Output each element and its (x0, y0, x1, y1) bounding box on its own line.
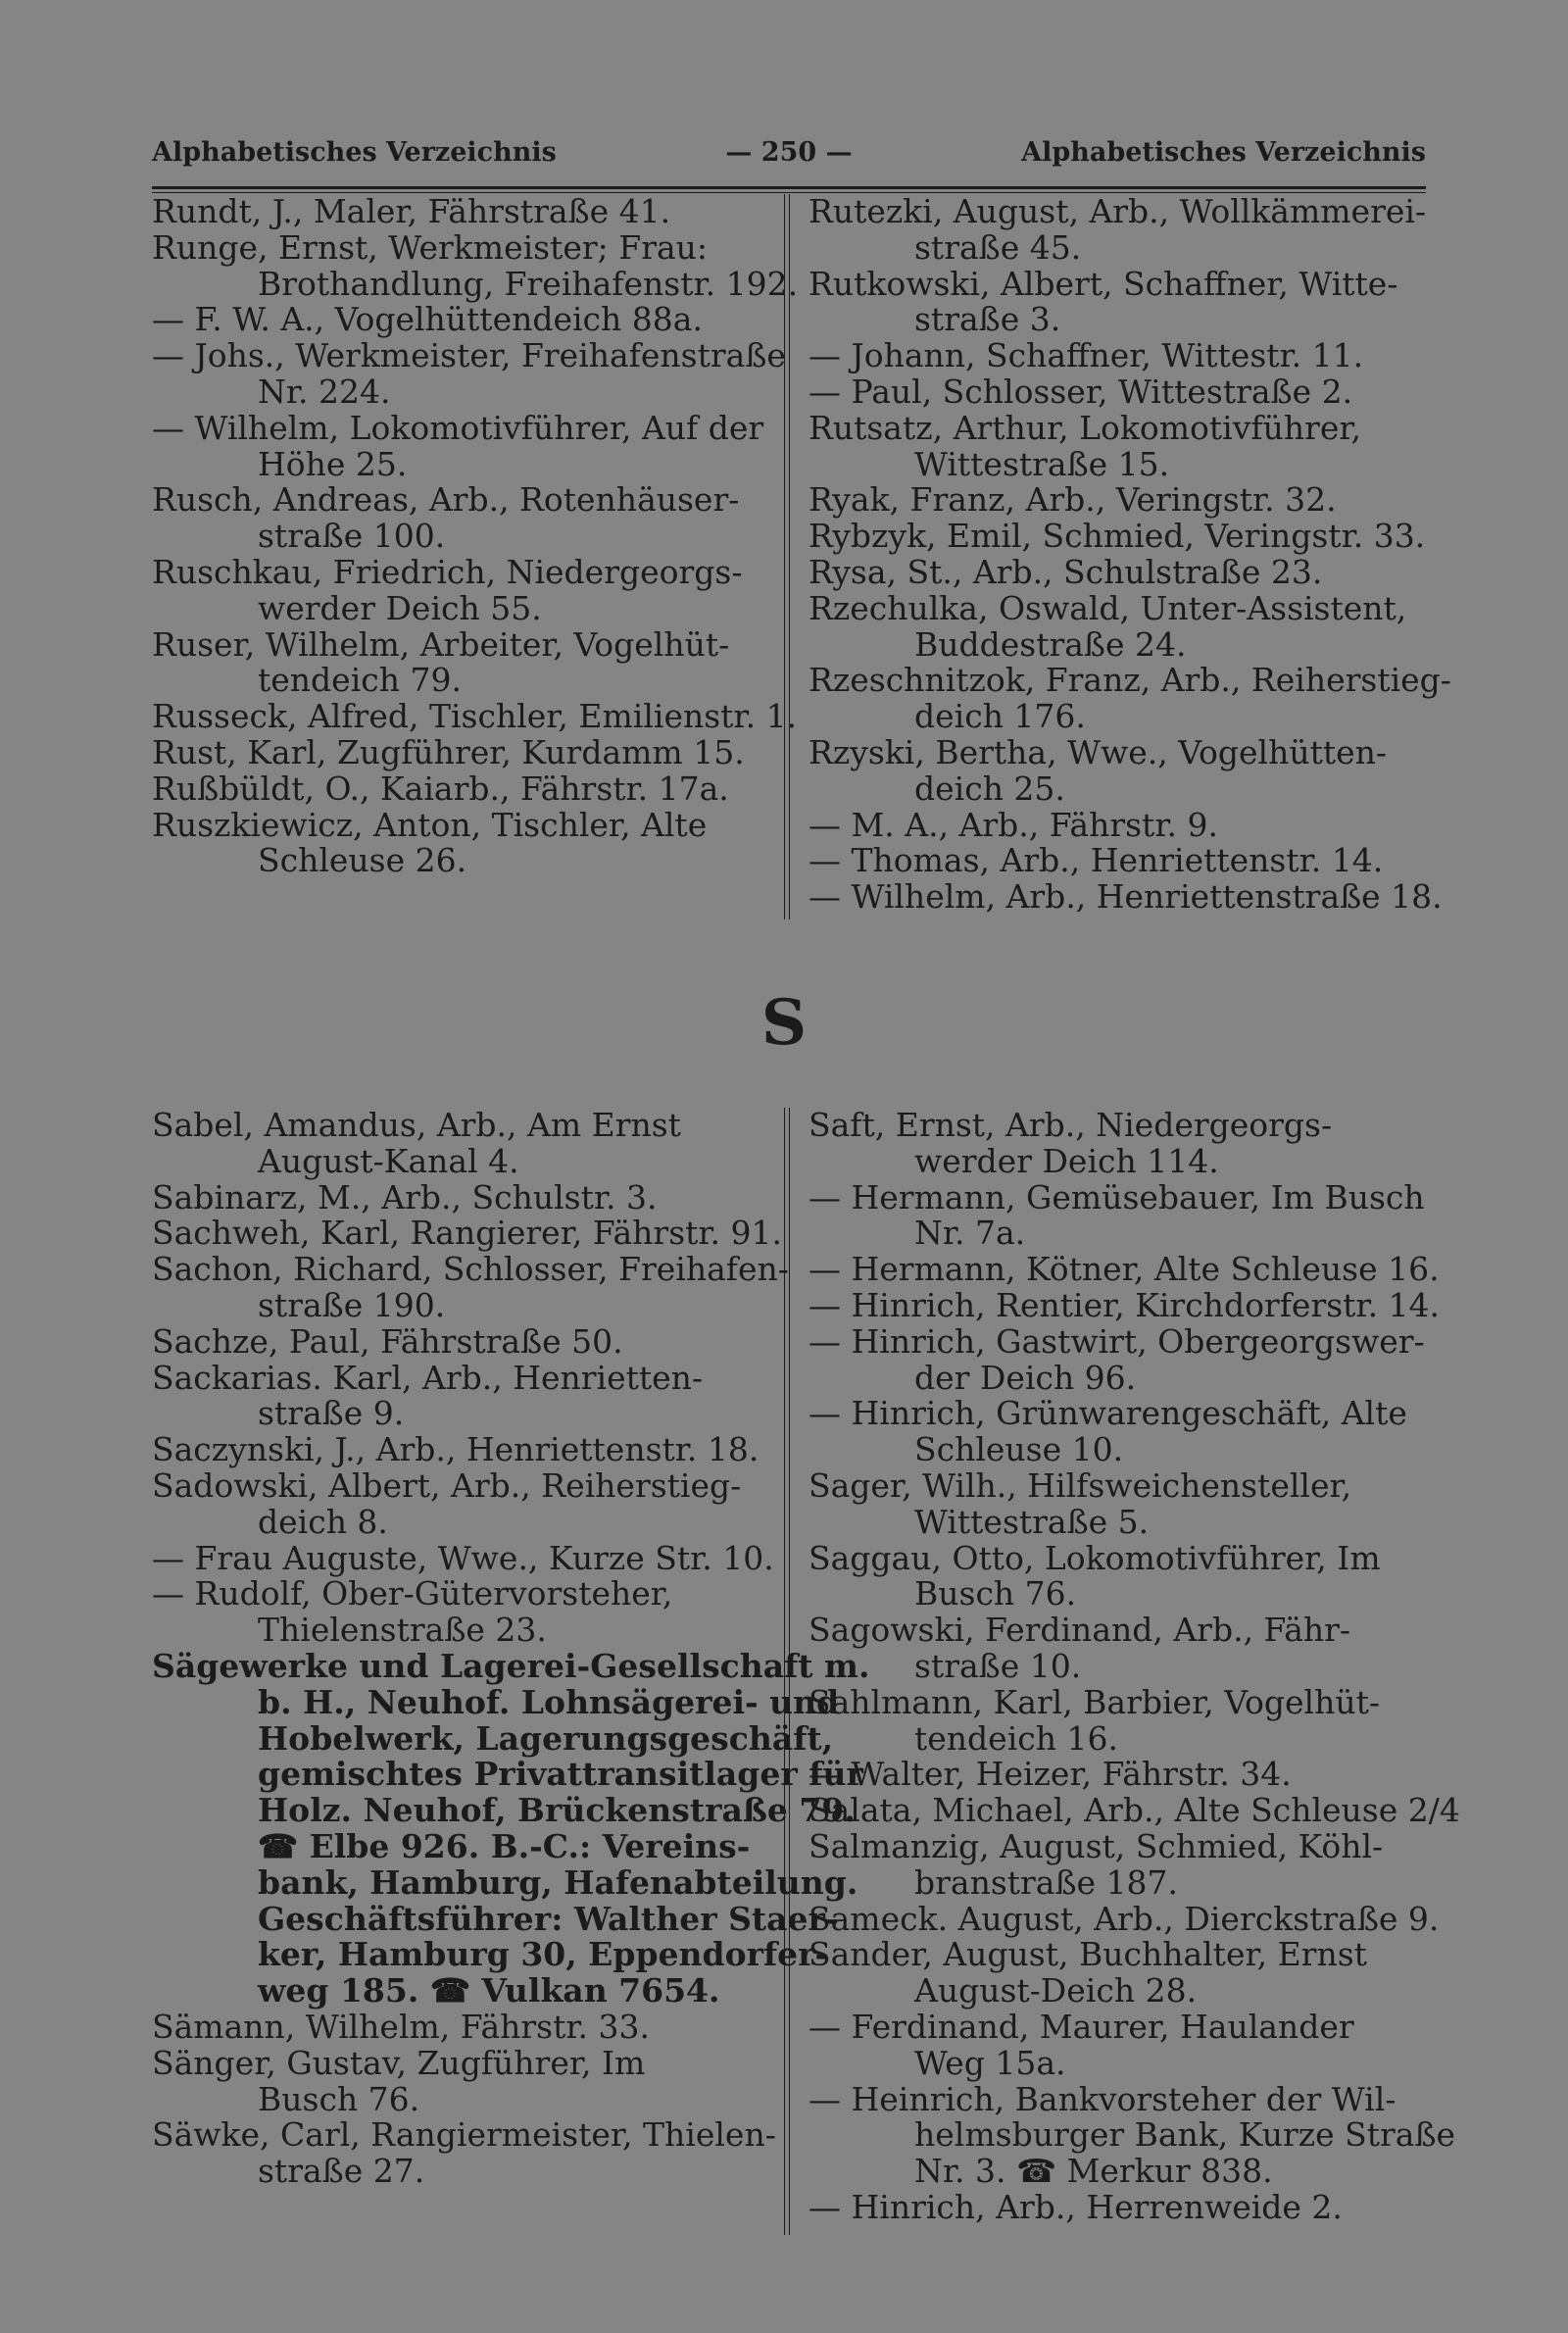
entry-line: b. H., Neuhof. Lohnsägerei- und (258, 1682, 840, 1721)
directory-entry (808, 1396, 1460, 1468)
directory-entry (808, 1757, 1460, 1793)
running-header (152, 137, 1426, 176)
directory-entry (808, 1252, 1460, 1288)
entry-line: — Ferdinand, Maurer, Haulander (808, 2007, 1354, 2046)
entry-line: Schleuse 26. (258, 841, 467, 880)
directory-entry (808, 194, 1451, 267)
directory-entry (808, 879, 1451, 916)
entry-line: Buddestraße 24. (914, 624, 1187, 664)
directory-entry (152, 1432, 869, 1468)
entry-line: Sackarias. Karl, Arb., Henrietten- (152, 1358, 704, 1397)
entry-line: Rußbüldt, O., Kaiarb., Fährstr. 17a. (152, 769, 729, 808)
entry-line: Sager, Wilh., Hilfsweichensteller, (808, 1465, 1352, 1505)
column-top-left (152, 194, 798, 879)
entry-line: Salmanzig, August, Schmied, Köhl- (808, 1826, 1384, 1865)
directory-entry (808, 338, 1451, 374)
entry-line: Sahlmann, Karl, Barbier, Vogelhüt- (808, 1682, 1381, 1721)
entry-line: Sander, August, Buchhalter, Ernst (808, 1935, 1367, 1974)
entry-line: deich 176. (914, 697, 1086, 736)
entry-line: Ruszkiewicz, Anton, Tischler, Alte (152, 805, 708, 844)
directory-entry (152, 624, 798, 700)
entry-line: Busch 76. (258, 2079, 420, 2118)
entry-line: Rutkowski, Albert, Schaffner, Witte- (808, 264, 1398, 303)
entry-line: August-Kanal 4. (258, 1141, 519, 1180)
directory-entry (152, 1465, 869, 1541)
entry-line: Höhe 25. (258, 444, 408, 483)
directory-entry (808, 2187, 1460, 2226)
directory-entry (152, 771, 798, 808)
entry-line: Sagowski, Ferdinand, Arb., Fähr- (808, 1611, 1351, 1650)
entry-line: ☎ Elbe 926. B.-C.: Vereins- (258, 1826, 751, 1865)
directory-entry (808, 1285, 1460, 1324)
entry-line: deich 25. (914, 769, 1065, 808)
directory-entry (808, 805, 1451, 844)
directory-entry (808, 663, 1451, 735)
directory-entry (152, 227, 799, 303)
directory-entry (152, 1538, 869, 1577)
entry-line: Wittestraße 15. (914, 444, 1170, 483)
directory-entry (808, 519, 1451, 555)
entry-line: Rzechulka, Oswald, Unter-Assistent, (808, 588, 1407, 627)
entry-line: Brothandlung, Freihafenstr. 192. (258, 264, 799, 303)
directory-entry (808, 408, 1451, 483)
entry-line: Rzyski, Bertha, Wwe., Vogelhütten- (808, 732, 1388, 771)
entry-line: — Thomas, Arb., Henriettenstr. 14. (808, 841, 1384, 880)
directory-entry (808, 1465, 1460, 1541)
entry-line: straße 190. (258, 1285, 446, 1324)
entry-line: Sägewerke und Lagerei-Gesellschaft m. (152, 1646, 870, 1685)
section-letter: S (760, 986, 808, 1060)
directory-entry (808, 1177, 1460, 1253)
entry-line: Sämann, Wilhelm, Fährstr. 33. (152, 2007, 650, 2046)
directory-entry (152, 1576, 869, 1649)
entry-line: straße 3. (914, 300, 1061, 339)
directory-entry (152, 408, 798, 483)
entry-line: Saczynski, J., Arb., Henriettenstr. 18. (152, 1430, 760, 1469)
entry-line: Saft, Ernst, Arb., Niedergeorgs- (808, 1106, 1333, 1144)
directory-entry (808, 1793, 1460, 1829)
directory-entry (808, 843, 1451, 879)
entry-line: — Wilhelm, Lokomotivführer, Auf der (152, 408, 764, 447)
directory-entry (152, 2043, 869, 2118)
entry-line: Holz. Neuhof, Brückenstraße 79. (258, 1791, 856, 1830)
directory-entry (808, 374, 1451, 411)
entry-line: straße 10. (914, 1646, 1082, 1685)
directory-entry (152, 1108, 869, 1180)
page-number: — 250 — (725, 137, 853, 168)
directory-entry (152, 1646, 870, 2010)
entry-line: Sachon, Richard, Schlosser, Freihafen- (152, 1250, 789, 1289)
entry-line: Nr. 7a. (914, 1214, 1026, 1253)
entry-line: Rutsatz, Arthur, Lokomotivführer, (808, 408, 1362, 447)
entry-line: — M. A., Arb., Fährstr. 9. (808, 805, 1218, 844)
entry-line: — Hinrich, Rentier, Kirchdorferstr. 14. (808, 1285, 1441, 1324)
entry-line: Geschäftsführer: Walther Staer- (258, 1899, 839, 1938)
entry-line: tendeich 79. (258, 661, 462, 700)
entry-line: — Hinrich, Gastwirt, Obergeorgswer- (808, 1321, 1425, 1361)
directory-entry (808, 1613, 1460, 1685)
entry-line: Rzeschnitzok, Franz, Arb., Reiherstieg- (808, 661, 1451, 700)
entry-line: Salata, Michael, Arb., Alte Schleuse 2/4 (808, 1791, 1460, 1830)
directory-entry (808, 2007, 1460, 2082)
directory-entry (808, 732, 1451, 808)
entry-line: Rundt, J., Maler, Fährstraße 41. (152, 192, 671, 230)
entry-line: Busch 76. (914, 1574, 1077, 1613)
directory-entry (152, 1321, 869, 1361)
entry-line: Rusch, Andreas, Arb., Rotenhäuser- (152, 480, 740, 520)
entry-line: Sameck. August, Arb., Dierckstraße 9. (808, 1899, 1440, 1938)
entry-line: Sadowski, Albert, Arb., Reiherstieg- (152, 1465, 742, 1505)
directory-entry (808, 1899, 1460, 1938)
directory-entry (152, 1252, 869, 1324)
entry-line: — Hinrich, Arb., Herrenweide 2. (808, 2187, 1343, 2226)
header-right-title: Alphabetisches Verzeichnis (1021, 137, 1426, 168)
directory-entry (152, 2117, 869, 2190)
directory-entry (808, 1321, 1460, 1397)
directory-entry (152, 552, 798, 627)
entry-line: deich 8. (258, 1502, 388, 1541)
directory-entry (808, 1826, 1460, 1902)
entry-line: ker, Hamburg 30, Eppendorfer- (258, 1935, 829, 1974)
entry-line: — Walter, Heizer, Fährstr. 34. (808, 1755, 1292, 1794)
entry-line: straße 45. (914, 227, 1082, 267)
entry-line: Rysa, St., Arb., Schulstraße 23. (808, 552, 1323, 591)
entry-line: werder Deich 114. (914, 1141, 1219, 1180)
directory-entry (152, 1358, 869, 1433)
directory-entry (152, 194, 798, 230)
directory-entry (152, 805, 798, 880)
directory-entry (808, 2079, 1460, 2191)
directory-entry (152, 338, 798, 411)
entry-line: tendeich 16. (914, 1718, 1118, 1758)
entry-line: Thielenstraße 23. (258, 1611, 547, 1650)
entry-line: der Deich 96. (914, 1358, 1137, 1397)
entry-line: Runge, Ernst, Werkmeister; Frau: (152, 227, 709, 267)
entry-line: straße 100. (258, 517, 446, 556)
entry-line: — Johs., Werkmeister, Freihafenstraße (152, 336, 786, 375)
directory-entry (152, 732, 798, 771)
entry-line: — Paul, Schlosser, Wittestraße 2. (808, 372, 1353, 411)
entry-line: Sabinarz, M., Arb., Schulstr. 3. (152, 1177, 658, 1216)
directory-entry (152, 302, 798, 338)
entry-line: helmsburger Bank, Kurze Straße (914, 2115, 1456, 2155)
entry-line: Ruser, Wilhelm, Arbeiter, Vogelhüt- (152, 624, 730, 664)
column-bottom-left (152, 1108, 869, 2190)
entry-line: Säwke, Carl, Rangiermeister, Thielen- (152, 2115, 776, 2155)
directory-entry (808, 482, 1451, 519)
entry-line: Ryak, Franz, Arb., Veringstr. 32. (808, 480, 1337, 520)
entry-line: gemischtes Privattransitlager für (258, 1755, 863, 1794)
directory-entry (152, 1177, 869, 1216)
directory-entry (808, 1538, 1460, 1613)
entry-line: branstraße 187. (914, 1862, 1179, 1902)
entry-line: — Hermann, Kötner, Alte Schleuse 16. (808, 1250, 1440, 1289)
entry-line: — Wilhelm, Arb., Henriettenstraße 18. (808, 877, 1443, 917)
entry-line: — Frau Auguste, Wwe., Kurze Str. 10. (152, 1538, 774, 1577)
directory-entry (808, 1682, 1460, 1758)
directory-entry (808, 552, 1451, 591)
entry-line: Schleuse 10. (914, 1430, 1124, 1469)
entry-line: — Heinrich, Bankvorsteher der Wil- (808, 2079, 1396, 2118)
entry-line: August-Deich 28. (914, 1971, 1198, 2010)
directory-entry (808, 1937, 1460, 2010)
entry-line: Hobelwerk, Lagerungsgeschäft, (258, 1718, 834, 1758)
entry-line: Russeck, Alfred, Tischler, Emilienstr. 1. (152, 697, 798, 736)
column-divider-bottom (784, 1108, 790, 2235)
entry-line: weg 185. ☎ Vulkan 7654. (258, 1971, 720, 2010)
entry-line: — Rudolf, Ober-Gütervorsteher, (152, 1574, 673, 1613)
header-left-title: Alphabetisches Verzeichnis (152, 137, 557, 168)
entry-line: Sachze, Paul, Fährstraße 50. (152, 1321, 623, 1361)
entry-line: Nr. 3. ☎ Merkur 838. (914, 2152, 1273, 2191)
directory-entry (152, 1216, 869, 1252)
entry-line: Sänger, Gustav, Zugführer, Im (152, 2043, 646, 2082)
column-divider-top (784, 194, 790, 919)
directory-entry (808, 264, 1451, 339)
entry-line: — Hermann, Gemüsebauer, Im Busch (808, 1177, 1425, 1216)
entry-line: Saggau, Otto, Lokomotivführer, Im (808, 1538, 1381, 1577)
entry-line: Sachweh, Karl, Rangierer, Fährstr. 91. (152, 1214, 783, 1253)
entry-line: straße 27. (258, 2152, 425, 2191)
entry-line: — F. W. A., Vogelhüttendeich 88a. (152, 300, 703, 339)
entry-line: Ruschkau, Friedrich, Niedergeorgs- (152, 552, 743, 591)
directory-entry (152, 482, 798, 555)
column-bottom-right (808, 1108, 1460, 2226)
entry-line: Sabel, Amandus, Arb., Am Ernst (152, 1106, 681, 1144)
entry-line: Rust, Karl, Zugführer, Kurdamm 15. (152, 732, 745, 771)
directory-entry (152, 699, 798, 735)
directory-entry (808, 1108, 1460, 1180)
entry-line: bank, Hamburg, Hafenabteilung. (258, 1862, 858, 1902)
entry-line: Rybzyk, Emil, Schmied, Veringstr. 33. (808, 517, 1426, 556)
entry-line: Weg 15a. (914, 2043, 1066, 2082)
entry-line: Wittestraße 5. (914, 1502, 1150, 1541)
entry-line: Rutezki, August, Arb., Wollkämmerei- (808, 192, 1427, 230)
directory-entry (808, 588, 1451, 664)
entry-line: — Hinrich, Grünwarengeschäft, Alte (808, 1394, 1407, 1433)
entry-line: straße 9. (258, 1394, 405, 1433)
entry-line: Nr. 224. (258, 372, 391, 411)
column-top-right (808, 194, 1451, 916)
entry-line: — Johann, Schaffner, Wittestr. 11. (808, 336, 1364, 375)
directory-entry (152, 2007, 869, 2046)
entry-line: werder Deich 55. (258, 588, 542, 627)
